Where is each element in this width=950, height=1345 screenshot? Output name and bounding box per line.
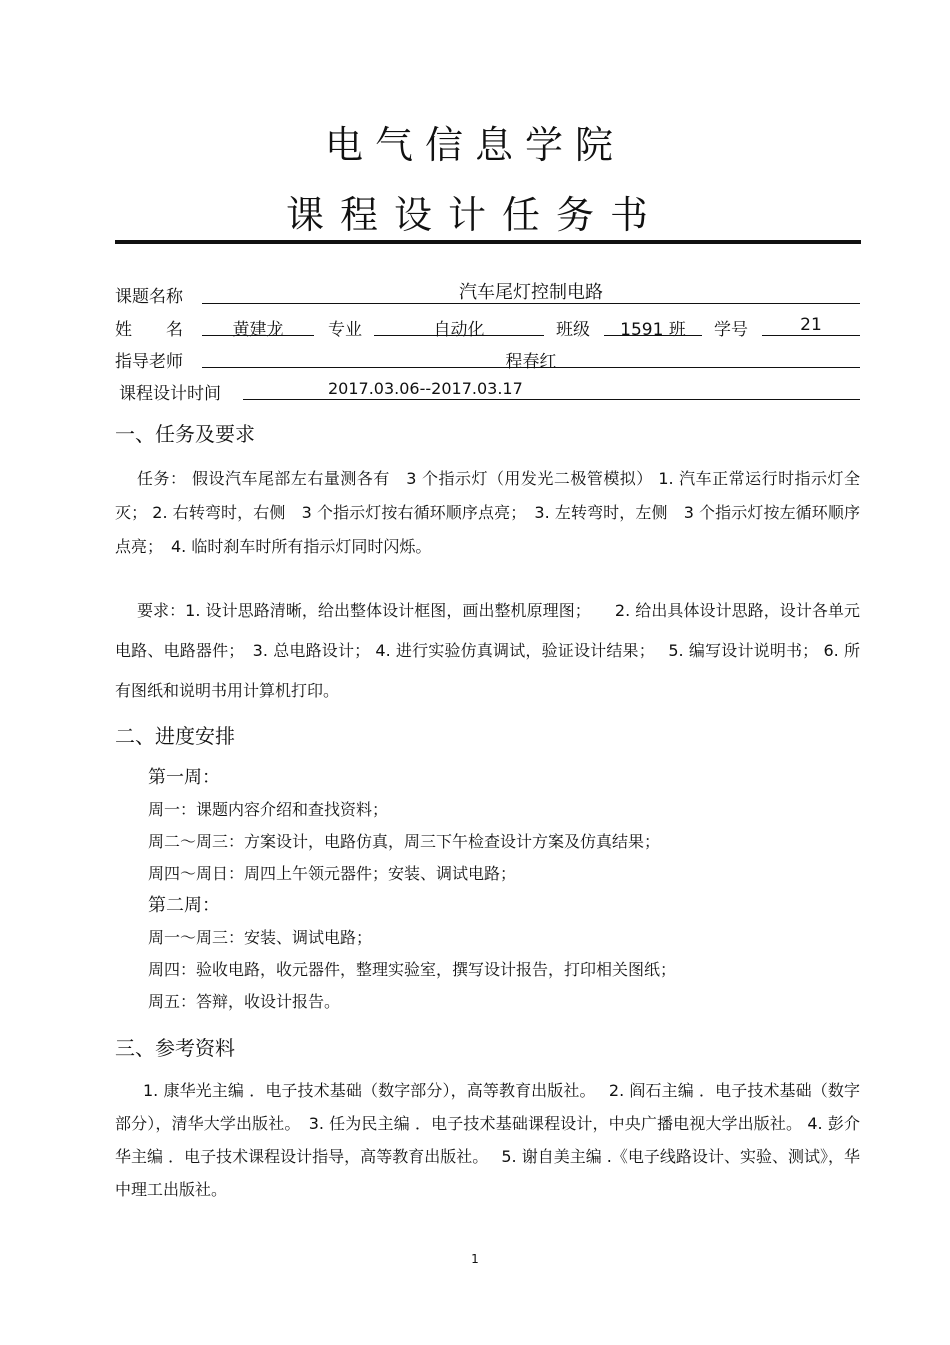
institute-title: 电气信息学院 — [324, 123, 625, 167]
schedule-item: 周五：答辩，收设计报告。 — [148, 992, 341, 1011]
section-tasks-heading: 一、任务及要求 — [115, 422, 255, 446]
task-paragraph — [115, 462, 860, 564]
name-value: 黄建龙 — [202, 315, 314, 336]
advisor-value: 程春红 — [202, 347, 860, 368]
schedule-item: 周四～周日：周四上午领元器件；安装、调试电路； — [148, 864, 517, 883]
name-label: 姓 名 — [115, 320, 183, 340]
task-text: 任务： 假设汽车尾部左右量测各有 3 个指示灯（用发光二极管模拟） 1. 汽车正常运行时指示灯全灭； 2. 右转弯时，右侧 3 个指示灯按右循环顺序点亮； 3. 左转弯时，左侧 3 个指示灯按左循环顺序点亮； 4. 临时刹车时所有指示灯同时闪烁。 — [115, 469, 860, 556]
topic-label: 课题名称 — [115, 287, 183, 307]
requirements-text: 要求：1. 设计思路清晰，给出整体设计框图，画出整机原理图； 2. 给出具体设计思路，设计各单元电路、电路器件； 3. 总电路设计； 4. 进行实验仿真调试，验证设计结果； 5. 编写设计说明书； 6. 所有图纸和说明书用计算机打印。 — [115, 601, 860, 700]
time-label: 课程设计时间 — [119, 384, 221, 404]
schedule-item: 周二～周三：方案设计，电路仿真，周三下午检查设计方案及仿真结果； — [148, 832, 661, 851]
advisor-label: 指导老师 — [115, 352, 183, 372]
major-label: 专业 — [328, 320, 362, 340]
document-title: 课程设计任务书 — [285, 193, 664, 237]
section-references-heading: 三、参考资料 — [115, 1036, 235, 1060]
topic-value: 汽车尾灯控制电路 — [459, 282, 603, 303]
schedule-item: 周一：课题内容介绍和查找资料； — [148, 800, 389, 819]
section-schedule-heading: 二、进度安排 — [115, 724, 235, 748]
class-label: 班级 — [556, 320, 590, 340]
schedule-list — [148, 762, 676, 1018]
student-id-value: 21 — [762, 315, 860, 336]
title-divider — [115, 240, 861, 244]
major-value: 自动化 — [374, 315, 544, 336]
week1-heading: 第一周： — [148, 767, 220, 788]
student-id-label: 学号 — [714, 320, 748, 340]
references-paragraph — [115, 1074, 860, 1206]
class-value: 1591 班 — [604, 315, 702, 336]
time-value: 2017.03.06--2017.03.17 — [328, 379, 523, 398]
page-number: 1 — [471, 1252, 479, 1266]
schedule-item: 周四：验收电路，收元器件，整理实验室，撰写设计报告，打印相关图纸； — [148, 960, 677, 979]
requirements-paragraph — [115, 591, 860, 711]
time-underline — [243, 399, 860, 400]
schedule-item: 周一～周三：安装、调试电路； — [148, 928, 373, 947]
week2-heading: 第二周： — [148, 895, 220, 916]
references-text: 1. 康华光主编 ．电子技术基础（数字部分），高等教育出版社。 2. 阎石主编 ．电子技术基础（数字部分），清华大学出版社。 3. 任为民主编 ．电子技术基础课程设计，中央广播电视大学出版社。 4. 彭介华主编 ．电子技术课程设计指导，高等教育出版社。 5. 谢自美主编 .《电子线路设计、实验、测试》，华中理工出版社。 — [115, 1081, 860, 1199]
